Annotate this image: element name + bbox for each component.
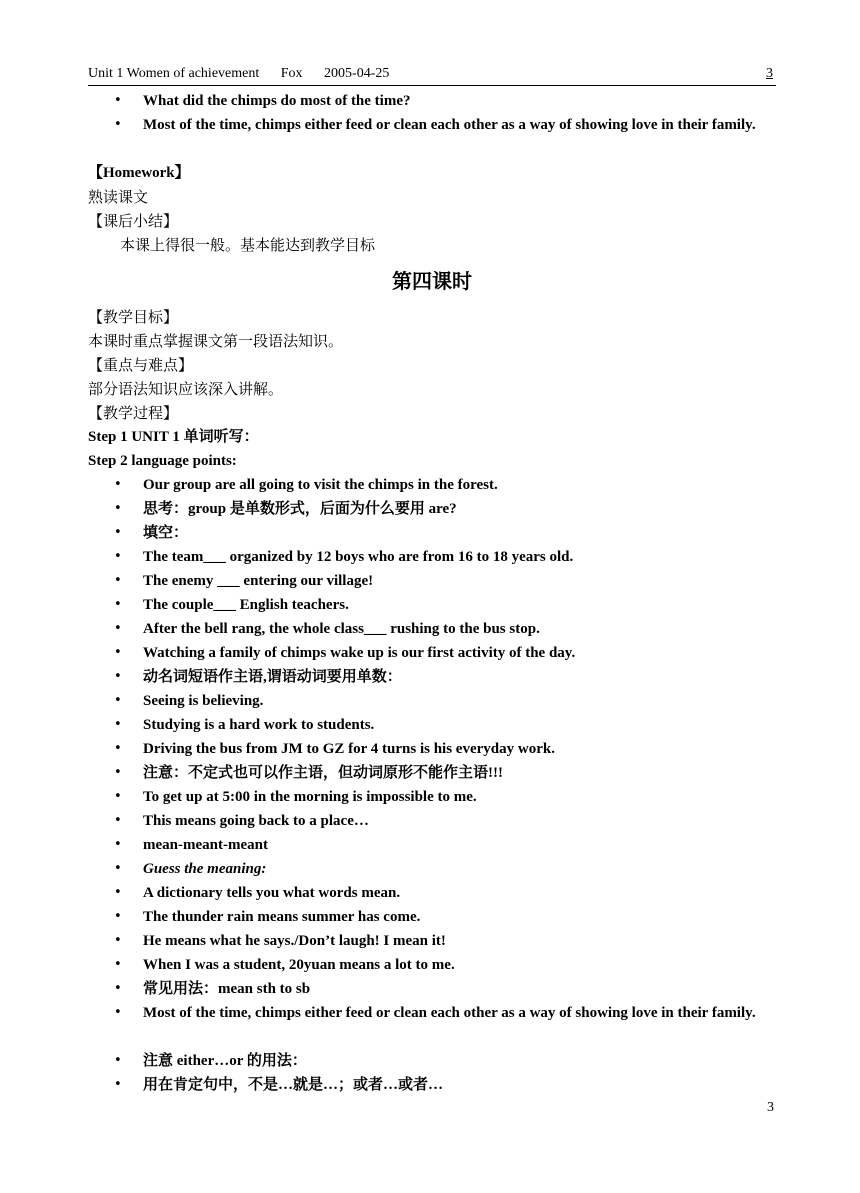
list-item: • What did the chimps do most of the time?	[88, 89, 776, 113]
list-item: • Studying is a hard work to students.	[88, 713, 776, 737]
bullet-icon: •	[114, 477, 122, 492]
list-item: • This means going back to a place…	[88, 809, 776, 833]
objective-heading: 【教学目标】	[88, 308, 179, 326]
list-item: • Most of the time, chimps either feed or clean each other as a way of showing love in their family.	[88, 1001, 776, 1049]
list-item: • 注意：不定式也可以作主语，但动词原形不能作主语!!!	[88, 761, 776, 785]
homework-text: 熟读课文	[88, 188, 149, 206]
list-item: • 用在肯定句中，不是…就是…；或者…或者…	[88, 1073, 776, 1097]
bullet-icon: •	[114, 549, 122, 564]
list-item: • The thunder rain means summer has come.	[88, 905, 776, 929]
key-heading: 【重点与难点】	[88, 356, 194, 374]
header-left	[88, 66, 407, 82]
bullet-icon: •	[114, 525, 122, 540]
list-item: • Our group are all going to visit the chimps in the forest.	[88, 473, 776, 497]
process-heading: 【教学过程】	[88, 404, 179, 422]
bullet-icon: •	[114, 765, 122, 780]
bullet-icon: •	[114, 1005, 122, 1020]
bullet-icon: •	[114, 837, 122, 852]
bullet-icon: •	[114, 741, 122, 756]
list-item: • 常见用法：mean sth to sb	[88, 977, 776, 1001]
page-header	[88, 65, 776, 86]
bullet-icon: •	[114, 573, 122, 588]
header-page-number: 3	[766, 66, 773, 81]
header-author: Fox	[280, 66, 303, 81]
bullet-icon: •	[114, 93, 122, 108]
list-item: • The enemy ___ entering our village!	[88, 569, 776, 593]
list-item: • To get up at 5:00 in the morning is impossible to me.	[88, 785, 776, 809]
bullet-icon: •	[114, 693, 122, 708]
bullet-icon: •	[114, 597, 122, 612]
bullet-icon: •	[114, 813, 122, 828]
objective-text: 本课时重点掌握课文第一段语法知识。	[88, 332, 344, 350]
list-item: • 思考：group 是单数形式，后面为什么要用 are?	[88, 497, 776, 521]
step-1: Step 1 UNIT 1 单词听写：	[88, 429, 259, 445]
header-title: Unit 1 Women of achievement	[88, 66, 260, 81]
document-body	[88, 89, 776, 1097]
header-date: 2005-04-25	[324, 66, 390, 81]
bullet-icon: •	[114, 669, 122, 684]
bullet-icon: •	[114, 933, 122, 948]
list-item: • When I was a student, 20yuan means a lot to me.	[88, 953, 776, 977]
list-item: • The team___ organized by 12 boys who are from 16 to 18 years old.	[88, 545, 776, 569]
bullet-icon: •	[114, 909, 122, 924]
list-item: • After the bell rang, the whole class___ rushing to the bus stop.	[88, 617, 776, 641]
bullet-icon: •	[114, 789, 122, 804]
list-item: • Driving the bus from JM to GZ for 4 turns is his everyday work.	[88, 737, 776, 761]
list-item: • Watching a family of chimps wake up is our first activity of the day.	[88, 641, 776, 665]
key-text: 部分语法知识应该深入讲解。	[88, 380, 284, 398]
list-item: • He means what he says./Don’t laugh! I mean it!	[88, 929, 776, 953]
bullet-icon: •	[114, 1053, 122, 1068]
bullet-icon: •	[114, 717, 122, 732]
list-item: • 填空：	[88, 521, 776, 545]
bullet-icon: •	[114, 501, 122, 516]
footer-page-number: 3	[767, 1100, 774, 1115]
bullet-icon: •	[114, 1077, 122, 1092]
bullet-icon: •	[114, 621, 122, 636]
list-item: • mean-meant-meant	[88, 833, 776, 857]
bullet-icon: •	[114, 645, 122, 660]
bullet-icon: •	[114, 957, 122, 972]
homework-heading: 【Homework】	[88, 165, 190, 181]
list-item: • Most of the time, chimps either feed or clean each other as a way of showing love in their family.	[88, 113, 776, 161]
list-item: • Seeing is believing.	[88, 689, 776, 713]
list-item: • A dictionary tells you what words mean.	[88, 881, 776, 905]
step-2: Step 2 language points:	[88, 453, 237, 469]
bullet-icon: •	[114, 117, 122, 132]
list-item: • The couple___ English teachers.	[88, 593, 776, 617]
summary-heading: 【课后小结】	[88, 212, 179, 230]
bullet-icon: •	[114, 861, 122, 876]
bullet-icon: •	[114, 981, 122, 996]
list-item: • 动名词短语作主语,谓语动词要用单数：	[88, 665, 776, 689]
list-item: • Guess the meaning:	[88, 857, 776, 881]
bullet-icon: •	[114, 885, 122, 900]
list-item: • 注意 either…or 的用法：	[88, 1049, 776, 1073]
section-title: 第四课时	[392, 269, 472, 293]
summary-text: 本课上得很一般。基本能达到教学目标	[120, 236, 376, 254]
